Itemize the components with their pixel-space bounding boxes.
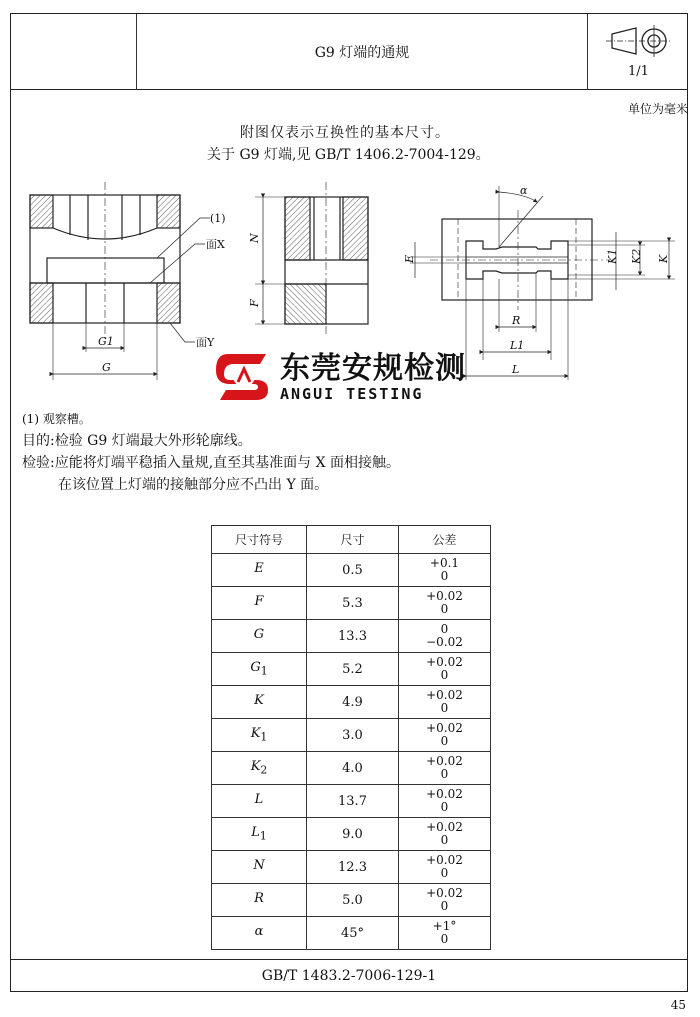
label-k2: K2 (630, 248, 643, 264)
header-dimension: 尺寸 (307, 526, 399, 554)
tolerance-upper: +0.1 (429, 555, 460, 570)
tolerance-lower: 0 (440, 865, 449, 880)
label-face-y: 面Y (196, 336, 215, 349)
symbol-cell (212, 554, 307, 587)
dimension-cell: 45° (307, 917, 399, 950)
tolerance-lower: −0.02 (426, 634, 463, 649)
tolerance-lower: 0 (440, 931, 449, 946)
header-symbol: 尺寸符号 (212, 526, 307, 554)
tolerance-upper: +0.02 (426, 753, 463, 768)
symbol: N (253, 858, 265, 874)
label-k1: K1 (606, 248, 619, 264)
tolerance-lower: 0 (440, 568, 449, 583)
tolerance-cell (399, 719, 491, 752)
inspection-text: 检验:应能将灯端平稳插入量规,直至其基准面与 X 面相接触。 (22, 455, 401, 471)
label-g1: G1 (98, 335, 114, 348)
label-e: E (403, 254, 416, 263)
symbol-cell (212, 587, 307, 620)
symbol-cell (212, 818, 307, 851)
table-row (212, 587, 491, 620)
dimension-cell: 5.2 (307, 653, 399, 686)
table-row (212, 752, 491, 785)
tolerance-lower: 0 (440, 832, 449, 847)
symbol-cell (212, 785, 307, 818)
intro-line-1: 附图仅表示互换性的基本尺寸。 (240, 125, 450, 141)
dimension-cell: 5.0 (307, 884, 399, 917)
sheet-title: G9 灯端的通规 (137, 14, 588, 89)
side-section-view (255, 182, 368, 335)
table-row (212, 620, 491, 653)
title-block-empty-cell (11, 14, 137, 89)
symbol-subscript: 2 (260, 763, 268, 777)
tolerance-upper: +0.02 (426, 654, 463, 669)
tolerance-cell (399, 554, 491, 587)
label-l: L (512, 363, 520, 376)
symbol: G (250, 660, 261, 676)
symbol-cell (212, 752, 307, 785)
tolerance-upper: 0 (440, 621, 449, 636)
table-row (212, 719, 491, 752)
dimension-cell: 4.0 (307, 752, 399, 785)
label-face-x: 面X (206, 238, 225, 251)
symbol-cell (212, 686, 307, 719)
table-row (212, 818, 491, 851)
symbol-cell (212, 884, 307, 917)
footnote-1: (1) 观察槽。 (22, 412, 91, 426)
label-l1: L1 (510, 339, 525, 352)
tolerance-upper: +0.02 (426, 885, 463, 900)
symbol: R (254, 891, 264, 907)
symbol-subscript: 1 (260, 730, 268, 744)
symbol: L (254, 792, 264, 808)
symbol: G (253, 627, 265, 643)
dimension-cell: 9.0 (307, 818, 399, 851)
tolerance-cell (399, 620, 491, 653)
tolerance-cell (399, 917, 491, 950)
angui-logo-icon (216, 350, 272, 404)
tolerance-cell (399, 785, 491, 818)
symbol-cell (212, 719, 307, 752)
inspection-text-2: 在该位置上灯端的接触部分应不凸出 Y 面。 (58, 477, 329, 493)
tolerance-upper: +1° (432, 918, 457, 933)
tolerance-lower: 0 (440, 898, 449, 913)
purpose-text: 目的:检验 G9 灯端最大外形轮廓线。 (22, 433, 252, 449)
watermark-en: ANGUI TESTING (280, 385, 424, 403)
table-row (212, 884, 491, 917)
dimension-cell: 3.0 (307, 719, 399, 752)
symbol: K (250, 726, 261, 742)
tolerance-cell (399, 818, 491, 851)
tolerance-upper: +0.02 (426, 720, 463, 735)
first-angle-projection-icon (606, 24, 670, 58)
tolerance-upper: +0.02 (426, 687, 463, 702)
label-note-1: (1) (210, 212, 226, 225)
tolerance-upper: +0.02 (426, 786, 463, 801)
unit-note: 单位为毫米 (627, 102, 688, 116)
symbol-subscript: 1 (259, 829, 267, 843)
tolerance-lower: 0 (440, 733, 449, 748)
dimension-cell: 5.3 (307, 587, 399, 620)
projection-cell (588, 14, 689, 89)
tolerance-cell (399, 851, 491, 884)
tolerance-lower: 0 (440, 601, 449, 616)
table-header-row (212, 526, 491, 554)
tolerance-cell (399, 587, 491, 620)
standard-footer: GB/T 1483.2-7006-129-1 (11, 959, 687, 991)
symbol-cell (212, 917, 307, 950)
title-block (11, 14, 687, 90)
tolerance-lower: 0 (440, 667, 449, 682)
tolerance-lower: 0 (440, 700, 449, 715)
tolerance-cell (399, 752, 491, 785)
dimension-cell: 12.3 (307, 851, 399, 884)
tolerance-lower: 0 (440, 766, 449, 781)
label-r: R (512, 314, 521, 327)
label-n: N (248, 233, 261, 243)
symbol: E (254, 561, 264, 577)
dimension-cell: 4.9 (307, 686, 399, 719)
tolerance-cell (399, 884, 491, 917)
symbol-subscript: 1 (260, 664, 268, 678)
symbol-cell (212, 653, 307, 686)
watermark-cn: 东莞安规检测 (280, 351, 466, 386)
dimension-cell: 13.3 (307, 620, 399, 653)
table-row (212, 785, 491, 818)
header-tolerance: 公差 (399, 526, 491, 554)
front-section-view (30, 182, 210, 380)
tolerance-upper: +0.02 (426, 588, 463, 603)
dimensions-table (211, 525, 491, 950)
table-row (212, 653, 491, 686)
symbol: α (254, 924, 264, 940)
watermark-logo (216, 350, 466, 404)
symbol-cell (212, 851, 307, 884)
label-f: F (248, 299, 261, 307)
table-row (212, 554, 491, 587)
notes-block (22, 408, 400, 496)
scale-label: 1/1 (628, 64, 649, 79)
symbol: L (251, 825, 260, 841)
intro-line-2: 关于 G9 灯端,见 GB/T 1406.2-7004-129。 (207, 147, 490, 163)
dimension-cell: 0.5 (307, 554, 399, 587)
label-alpha: α (520, 184, 528, 197)
symbol: K (254, 693, 264, 709)
tolerance-upper: +0.02 (426, 819, 463, 834)
symbol: K (250, 759, 261, 775)
page-number: 45 (670, 998, 686, 1012)
table-row (212, 917, 491, 950)
tolerance-upper: +0.02 (426, 852, 463, 867)
label-g: G (102, 361, 111, 374)
tolerance-cell (399, 653, 491, 686)
symbol-cell (212, 620, 307, 653)
label-k: K (657, 254, 670, 263)
tolerance-lower: 0 (440, 799, 449, 814)
table-row (212, 851, 491, 884)
tolerance-cell (399, 686, 491, 719)
dimension-cell: 13.7 (307, 785, 399, 818)
symbol: F (254, 594, 264, 610)
table-row (212, 686, 491, 719)
